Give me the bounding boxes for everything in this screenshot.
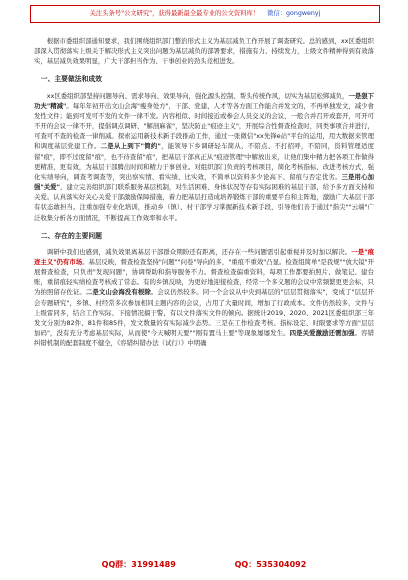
banner-wechat: 微信：gongwenyj xyxy=(267,10,321,17)
section2-paragraph-1 xyxy=(34,247,374,349)
text-run: 。每年年初开出文山会海"瘦身处方"，干部、党建、人才等各方面工作能合并发文的，不再单独发文，减少會发性文件；能到可发可不发的文件一律不发。内容相似、时间接近或参会人员交叉的会议，一般合并召开或套开，可开可不开的会议一律不开，提倡调点调研、"解剖麻雀"，坚决防止"痕迹主义"，开展综合性督查检查时，同类事项合并进行，可查可不查的检查一律削减。探索运用新技术新手段推动工作，通过一张微信"xx先锋e站"平台的运用，用大数据来管理和调度基层党建工作。 xyxy=(34,101,374,151)
highlight-phrase: 二是文山会海没有根除 xyxy=(85,288,151,297)
text-run: 调研中我们也感到，减负效果离基层干部群众期盼还有距离，还存在一些问题需引起重视并及时加以解决。 xyxy=(46,247,352,256)
banner-text: 关注头条号"公文研究"，获得最新最全最专业的公文资料库！ xyxy=(89,10,260,17)
text-run: 。会议仍然较多。同一个会议从中央到基层的"层层贯彻落实"，变成了"层层开会专题研究"，乡镇、村经常多次参加相同主题内容的会议，占用了大量时间，增加了行政成本。文件仍然较多，文件与上级雷同多，结合工作实际、下接情况搞干警，有以文件落实文件的倾向。据统计2019、2020、2021区委组织部三年发文分别为82件、81件和85件，发文数量的有实际减少态势。三是在工作检查考核、指标设定、时限要求等方面"层层加码"，没有充分考虑基层实际，从而使"今天喊明天要""刚有置马上要"等现象屡屡发生。 xyxy=(34,288,375,338)
qq-group: QQ群：31991489 xyxy=(101,560,176,569)
highlight-phrase: 二是从上到下"简约" xyxy=(100,142,161,151)
section-heading-1: 一、主要做法和成效 xyxy=(40,75,102,84)
highlight-phrase: 一是狠下功夫"精减" xyxy=(34,91,375,110)
highlight-phrase: 四是关爱激励还需加强 xyxy=(289,329,355,338)
section1-paragraph-1 xyxy=(34,91,374,223)
text-run: xx区委组织部坚持问题导向、需求导向、效果导向，强化源头控制、帮头 xyxy=(46,91,253,100)
highlight-phrase: 三是用心加强"关爱" xyxy=(34,172,375,192)
qq-number: QQ：535304092 xyxy=(234,560,307,569)
footer-contact xyxy=(0,558,408,572)
top-banner xyxy=(30,5,380,23)
section-heading-2: 二、存在的主要问题 xyxy=(40,231,102,240)
text-run: 。容错纠错机制的配套制度不健全，《容错纠错办法（试行）》中明确 xyxy=(34,329,374,348)
text-run: ，能领导下乡调研轻车简从、不陪点、不打招呼，不陪同，资料管理适度留"痕"，即不过度留"痕"，也不待查留"痕"，把基层干部真正从"痕迹管理"中解放出来，让他们集中精力把各项工作做得更精准、更有效，为基层干部腾出时间和精力干事创业。对组织部门负责的考核项目，简化考核指标、改进考核方式，强化实绩导向，调查考调查等，突出察实情、看实绩、比实效，不简单以资料多少论高下、留痕与否定优劣。 xyxy=(34,142,374,181)
text-run: 。基层反映，督查检查坚持"问题""问卷"导向的多，"重痕不重效"凸显。检查组简单"是我规""放大镜"开展督查检查，只负责"发现问题"，协调帮助和指导服务不力。督查检查偏重资料，每项工作都要拍照片、做笔记、建台账，重留痕轻实绩检查考核成了常态。有的乡镇反映，为更好地迎接检查，经常一个多义题的会议中常频繁更更会标，只为拍照留存佐证。 xyxy=(34,257,374,297)
text-run: 传统作风，切实为基层松绑减负， xyxy=(252,91,349,100)
document-body xyxy=(34,36,374,348)
intro-paragraph: 根据市委组织部通知要求，我们围绕组织部门整治形式主义为基层减负工作开展了调查研究。总的感到，xx区委组织部深入贯彻落实上级关于解决形式主义突出问题为基层减负的部署要求，措施有力、持续发力，上级文件精神得到有效落实，基层减负效果明显，广大干部担当作为、干事创业的劲头竞相进发。 xyxy=(34,37,374,66)
highlight-phrase: 一是"痕迹主义"仍有市场 xyxy=(34,247,374,266)
text-run: ，建立完善组织部门联系服务基层机制，对生活困难、身体状况等存有实际困难的基层干部，给予多方面支持和关爱。认真落实好关心关爱干部激励保障措施，着力把基层打造成培养锻炼干部的重要平台和主阵地，激励广大基层干部有状态敢担当。注重加强专业化培训，推动乡（镇）、村干部学习掌握新技术新手段，引导他们善于通过"指尖""云端"广泛收集分析各方面情况，不断提高工作效率和水平。 xyxy=(34,183,374,222)
